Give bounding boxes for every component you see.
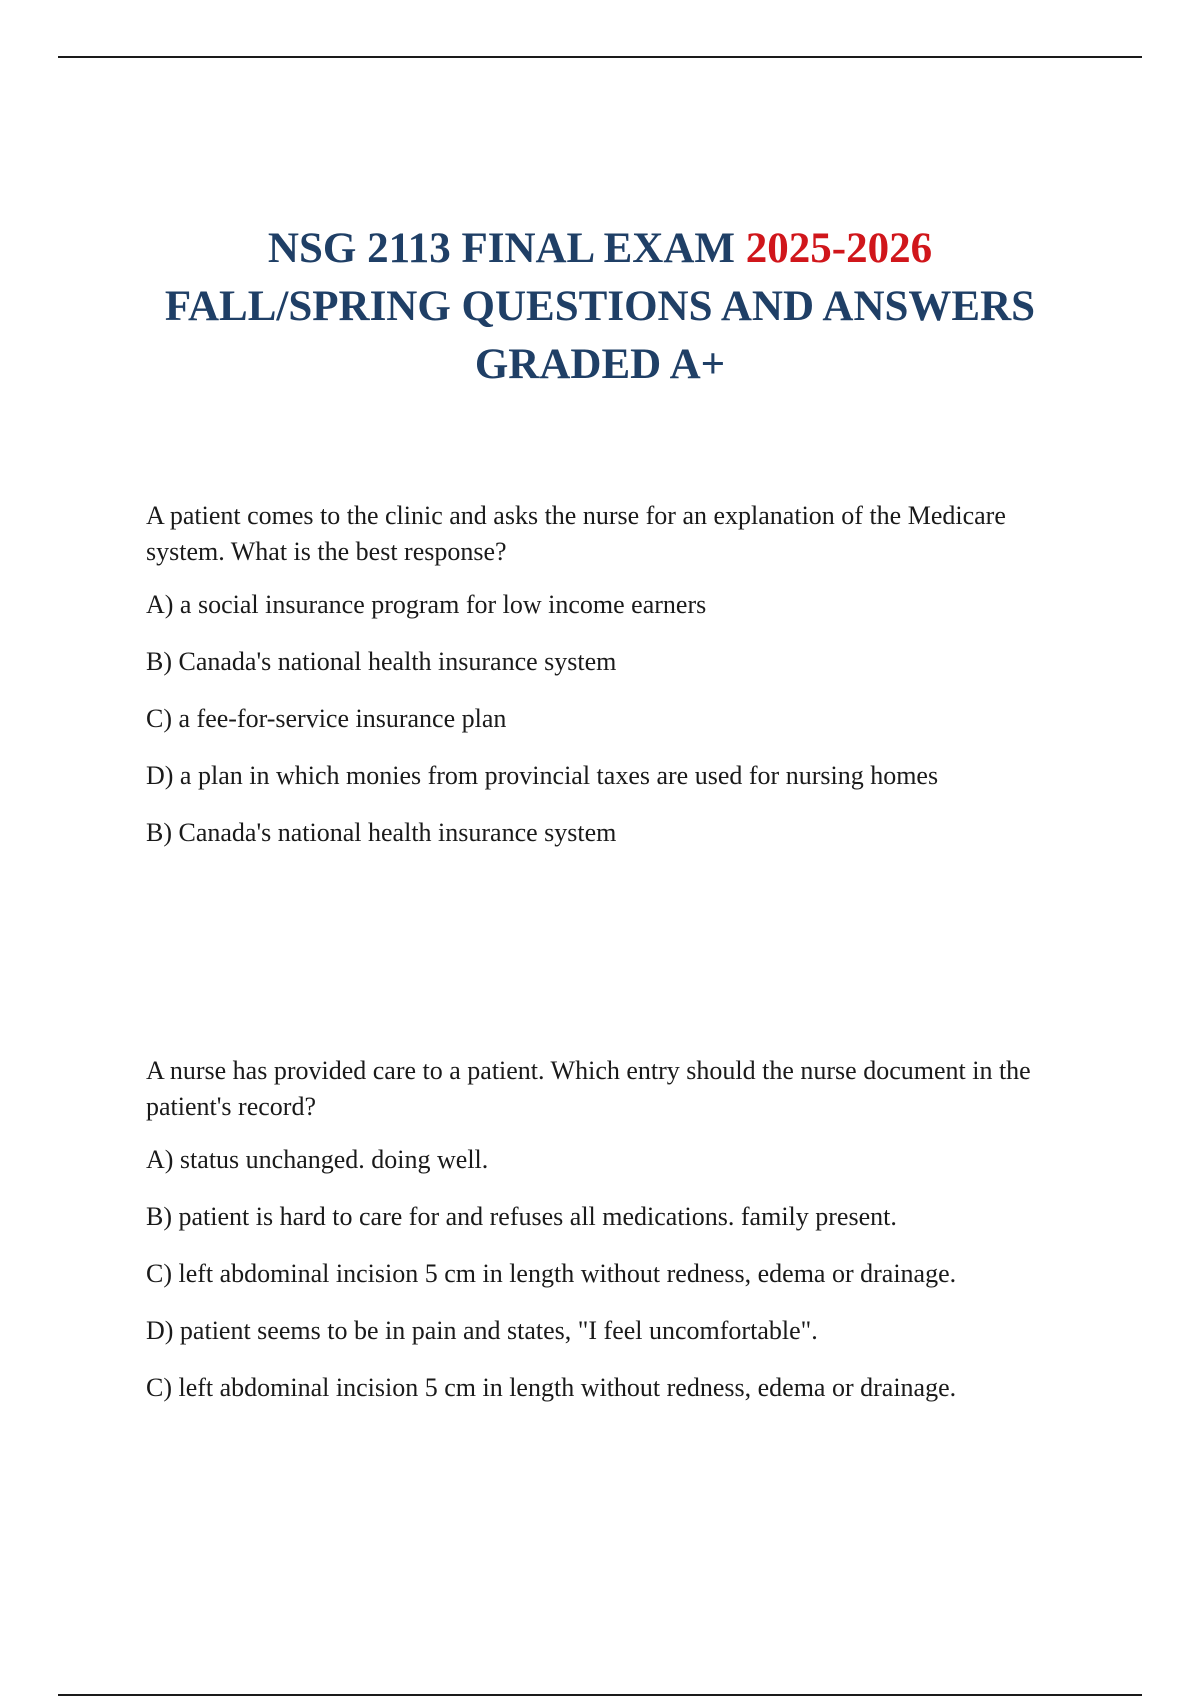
option-c: C) left abdominal incision 5 cm in length without redness, edema or drainage.	[146, 1259, 957, 1288]
title-line-1	[60, 220, 1140, 278]
option-a: A) status unchanged. doing well.	[146, 1145, 489, 1174]
option-a: A) a social insurance program for low income earners	[146, 590, 707, 619]
document-title	[60, 220, 1140, 394]
answer-text: C) left abdominal incision 5 cm in length without redness, edema or drainage.	[146, 1373, 957, 1402]
option-c: C) a fee-for-service insurance plan	[146, 704, 507, 733]
question-block-2	[146, 1053, 1086, 1427]
title-year: 2025-2026	[745, 225, 933, 272]
option-d: D) a plan in which monies from provincial taxes are used for nursing homes	[146, 761, 939, 790]
option-d: D) patient seems to be in pain and states, "I feel uncomfortable".	[146, 1316, 818, 1345]
title-line-2: FALL/SPRING QUESTIONS AND ANSWERS	[164, 283, 1036, 330]
question-block-1	[146, 498, 1086, 872]
header-rule	[58, 56, 1142, 58]
option-b: B) Canada's national health insurance system	[146, 647, 617, 676]
option-b: B) patient is hard to care for and refuses all medications. family present.	[146, 1202, 897, 1231]
title-line-3: GRADED A+	[474, 341, 726, 388]
footer-rule	[58, 1694, 1142, 1696]
question-text: A nurse has provided care to a patient. Which entry should the nurse document in the patient's record?	[146, 1056, 1031, 1121]
answer-text: B) Canada's national health insurance system	[146, 818, 617, 847]
question-text: A patient comes to the clinic and asks the nurse for an explanation of the Medicare system. What is the best response?	[146, 501, 1006, 566]
title-course: NSG 2113 FINAL EXAM	[267, 225, 746, 272]
